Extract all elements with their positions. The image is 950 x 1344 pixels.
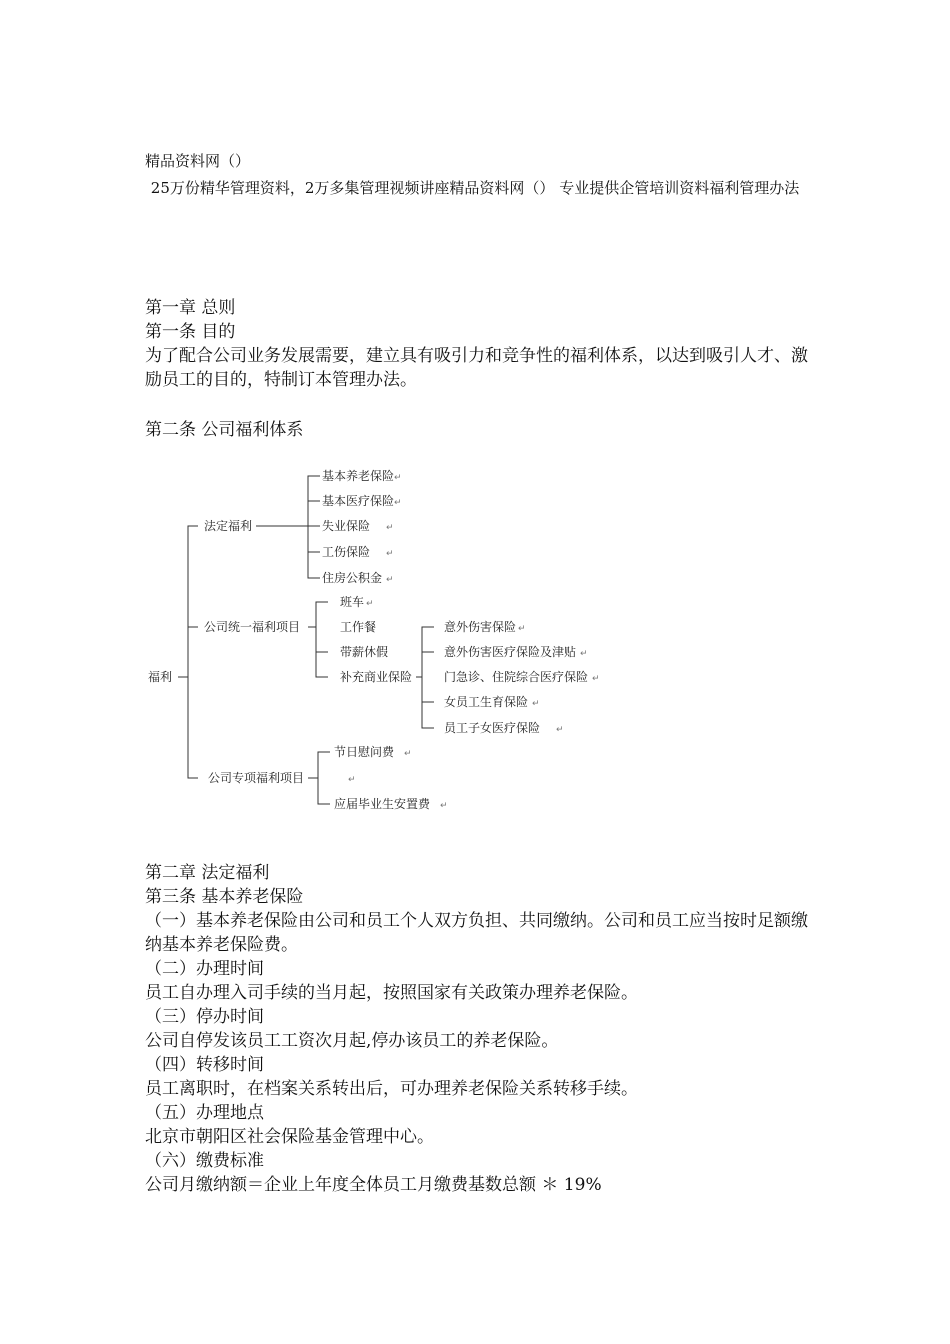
- article-2-title: 第二条 公司福利体系: [145, 420, 304, 440]
- statutory-label: 法定福利: [204, 519, 253, 533]
- statutory-item: 基本医疗保险: [322, 494, 395, 508]
- return-mark: ↵: [386, 549, 394, 559]
- insurance-ticks: [422, 652, 434, 702]
- section-1-text: （一）基本养老保险由公司和员工个人双方负担、共同缴纳。公司和员工应当按时足额缴纳基本养老保险费。: [145, 911, 808, 955]
- root-bracket: [188, 526, 198, 778]
- statutory-item: 基本养老保险: [322, 469, 395, 483]
- article-3-title: 第三条 基本养老保险: [145, 887, 304, 907]
- section-3-text: 公司自停发该员工工资次月起,停办该员工的养老保险。: [145, 1031, 559, 1051]
- header-line-2: 25万份精华管理资料，2万多集管理视频讲座精品资料网（） 专业提供企管培训资料福利管理办法: [150, 179, 800, 197]
- article-2-section: [145, 418, 810, 442]
- section-6-title: （六）缴费标准: [145, 1151, 264, 1171]
- special-bracket: [318, 752, 330, 804]
- chapter-1-section: [145, 296, 810, 392]
- special-item: 节日慰问费: [334, 745, 395, 759]
- section-4-title: （四）转移时间: [145, 1055, 264, 1075]
- chapter-2-title: 第二章 法定福利: [145, 863, 270, 883]
- insurance-bracket: [422, 627, 434, 728]
- article-1-text: 为了配合公司业务发展需要，建立具有吸引力和竞争性的福利体系，以达到吸引人才、激励员工的目的，特制订本管理办法。: [145, 346, 808, 390]
- return-mark: ↵: [348, 775, 356, 785]
- unified-item: 工作餐: [340, 620, 377, 634]
- insurance-item: 意外伤害保险: [444, 620, 517, 634]
- insurance-item: 意外伤害医疗保险及津贴: [444, 645, 577, 659]
- unified-item: 班车: [340, 595, 365, 609]
- return-mark: ↵: [532, 699, 540, 709]
- statutory-item: 工伤保险: [322, 545, 371, 559]
- statutory-item: 住房公积金: [322, 571, 383, 585]
- section-6-text: 公司月缴纳额＝企业上年度全体员工月缴费基数总额 ＊ 19%: [145, 1175, 602, 1195]
- return-mark: ↵: [518, 624, 526, 634]
- insurance-item: 员工子女医疗保险: [444, 721, 541, 735]
- article-1-title: 第一条 目的: [145, 322, 236, 342]
- return-mark: ↵: [580, 649, 588, 659]
- section-3-title: （三）停办时间: [145, 1007, 264, 1027]
- section-2-text: 员工自办理入司手续的当月起，按照国家有关政策办理养老保险。: [145, 983, 638, 1003]
- statutory-bracket: [308, 476, 320, 578]
- unified-item: 补充商业保险: [340, 670, 413, 684]
- return-mark: ↵: [394, 473, 402, 483]
- return-mark: ↵: [386, 523, 394, 533]
- chapter-2-section: [145, 861, 810, 1197]
- statutory-ticks: [308, 501, 320, 552]
- return-mark: ↵: [394, 498, 402, 508]
- return-mark: ↵: [366, 599, 374, 609]
- return-mark: ↵: [440, 801, 448, 811]
- insurance-item: 女员工生育保险: [444, 695, 529, 709]
- unified-label: 公司统一福利项目: [204, 620, 301, 634]
- return-mark: ↵: [386, 575, 394, 585]
- special-label: 公司专项福利项目: [208, 771, 305, 785]
- section-2-title: （二）办理时间: [145, 959, 264, 979]
- section-4-text: 员工离职时，在档案关系转出后，可办理养老保险关系转移手续。: [145, 1079, 638, 1099]
- section-5-title: （五）办理地点: [145, 1103, 264, 1123]
- return-mark: ↵: [404, 749, 412, 759]
- chapter-1-title: 第一章 总则: [145, 298, 236, 318]
- return-mark: ↵: [556, 725, 564, 735]
- unified-item: 带薪休假: [340, 645, 389, 659]
- return-mark: ↵: [592, 674, 600, 684]
- welfare-system-diagram: [140, 462, 620, 814]
- unified-bracket: [316, 602, 328, 677]
- statutory-item: 失业保险: [322, 519, 371, 533]
- section-5-text: 北京市朝阳区社会保险基金管理中心。: [145, 1127, 434, 1147]
- header-line-1: 精品资料网（）: [145, 152, 251, 170]
- insurance-item: 门急诊、住院综合医疗保险: [444, 670, 589, 684]
- special-item: 应届毕业生安置费: [334, 797, 431, 811]
- diagram-root-label: 福利: [148, 670, 173, 684]
